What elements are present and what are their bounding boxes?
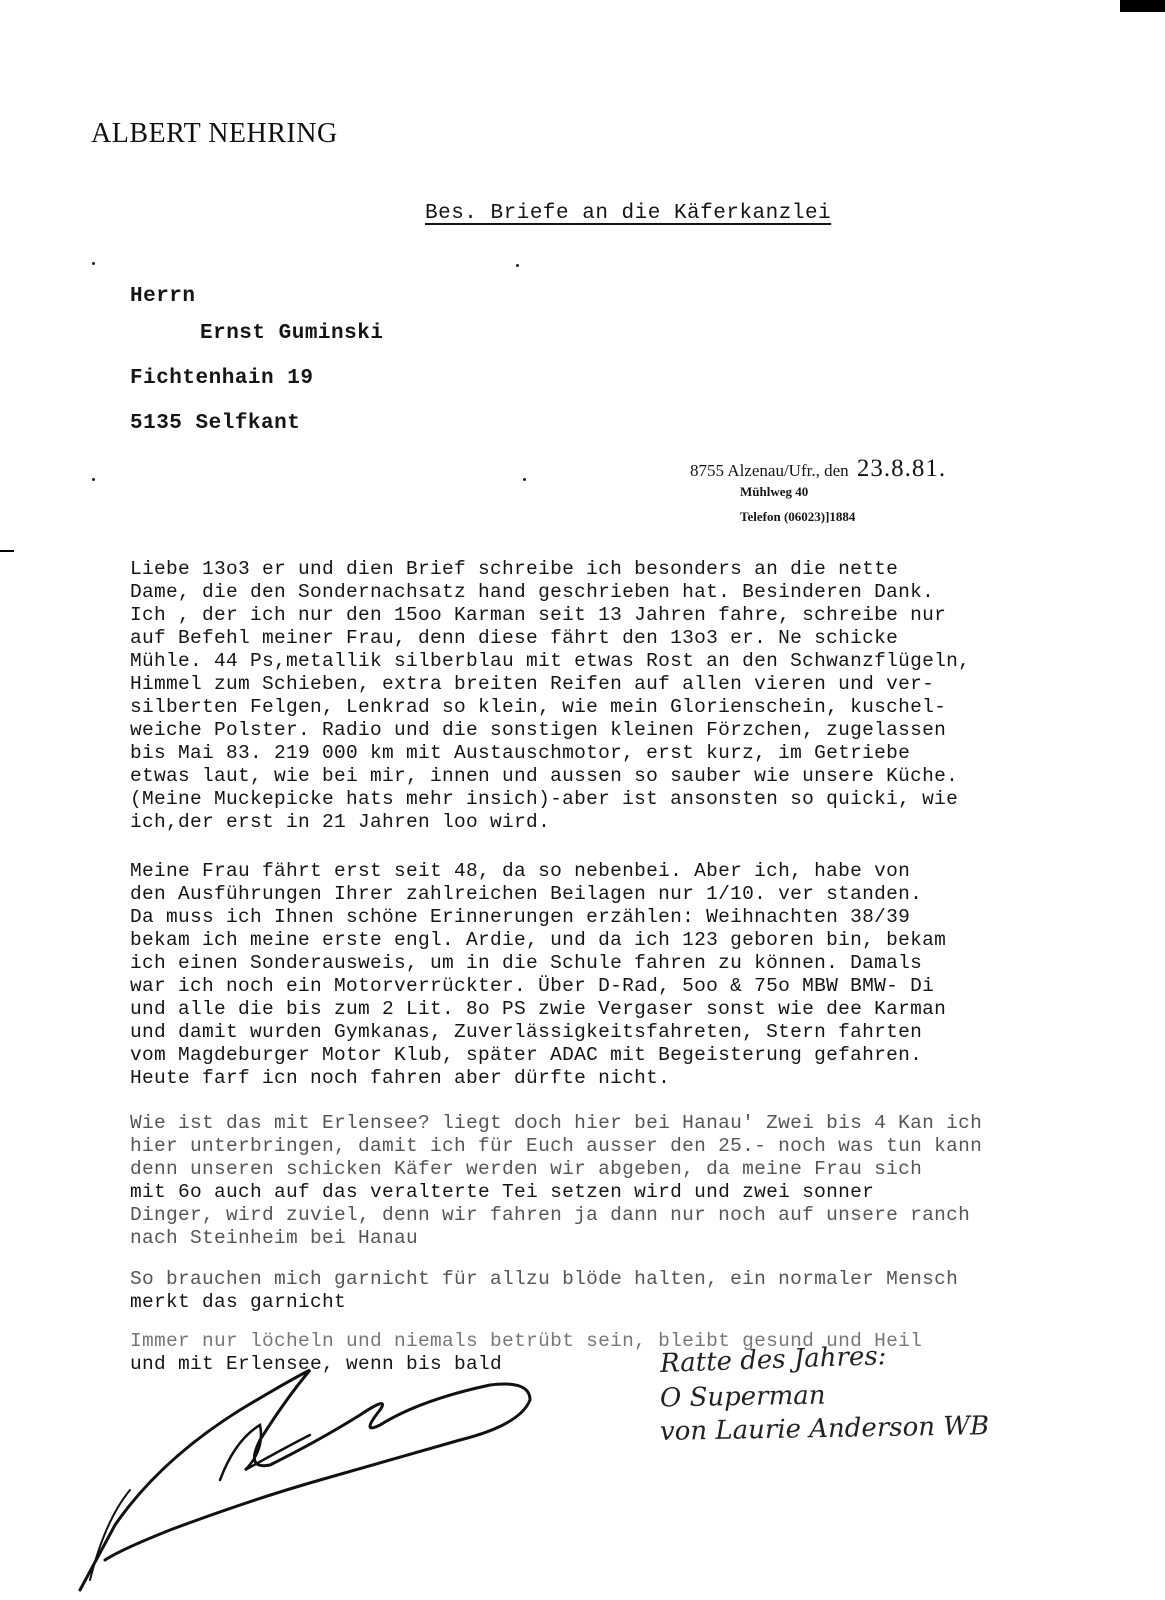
recipient-street: Fichtenhain 19 bbox=[130, 367, 314, 390]
body-line: nach Steinheim bei Hanau bbox=[130, 1227, 419, 1249]
body-line: ich einen Sonderausweis, um in die Schule fahren zu können. Damals bbox=[130, 952, 923, 974]
body-line: Dinger, wird zuviel, denn wir fahren ja dann nur noch auf unsere ranch bbox=[130, 1204, 971, 1226]
body-line: bekam ich meine erste engl. Ardie, und da ich 123 geboren bin, bekam bbox=[130, 929, 947, 951]
body-line: und mit Erlensee, wenn bis bald bbox=[130, 1353, 503, 1375]
handwritten-note-line: von Laurie Anderson WB bbox=[659, 1411, 990, 1447]
body-line: war ich noch ein Motorverrückter. Über D-Rad, 5oo & 75o MBW BMW- Di bbox=[130, 975, 935, 997]
letterhead-name: ALBERT NEHRING bbox=[91, 118, 338, 149]
body-line: auf Befehl meiner Frau, denn diese fährt den 13o3 er. Ne schicke bbox=[130, 627, 899, 649]
body-line: mit 6o auch auf das veralterte Tei setzen wird und zwei sonner bbox=[130, 1181, 875, 1203]
body-line: So brauchen mich garnicht für allzu blöde halten, ein normaler Mensch bbox=[130, 1268, 959, 1290]
body-line: Dame, die den Sondernachsatz hand geschrieben hat. Besinderen Dank. bbox=[130, 581, 935, 603]
sender-place: 8755 Alzenau/Ufr., den bbox=[690, 461, 849, 480]
body-line: etwas laut, wie bei mir, innen und aussen so sauber wie unsere Küche. bbox=[130, 765, 959, 787]
scan-speck bbox=[523, 478, 526, 481]
body-line: Meine Frau fährt erst seit 48, da so nebenbei. Aber ich, habe von bbox=[130, 860, 911, 882]
sender-street: Mühlweg 40 bbox=[740, 484, 809, 499]
punch-mark bbox=[0, 550, 14, 552]
scan-speck bbox=[92, 262, 95, 265]
body-line: Da muss ich Ihnen schöne Erinnerungen erzählen: Weihnachten 38/39 bbox=[130, 906, 911, 928]
body-line: und damit wurden Gymkanas, Zuverlässigkeitsfahreten, Stern fahrten bbox=[130, 1021, 923, 1043]
sender-place-date bbox=[690, 455, 946, 483]
scan-speck bbox=[92, 478, 95, 481]
body-line: Ich , der ich nur den 15oo Karman seit 13 Jahren fahre, schreibe nur bbox=[130, 604, 947, 626]
body-line: Liebe 13o3 er und dien Brief schreibe ich besonders an die nette bbox=[130, 558, 899, 580]
body-line: Heute farf icn noch fahren aber dürfte nicht. bbox=[130, 1067, 671, 1089]
recipient-salutation: Herrn bbox=[130, 285, 196, 308]
signature bbox=[60, 1340, 660, 1600]
body-line: Immer nur löcheln und niemals betrübt sein, bleibt gesund und Heil bbox=[130, 1330, 923, 1352]
body-line: Wie ist das mit Erlensee? liegt doch hier bei Hanau' Zwei bis 4 Kan ich bbox=[130, 1112, 983, 1134]
body-line: hier unterbringen, damit ich für Euch ausser den 25.- noch was tun kann bbox=[130, 1135, 983, 1157]
body-line: weiche Polster. Radio und die sonstigen kleinen Förzchen, zugelassen bbox=[130, 719, 947, 741]
body-line: bis Mai 83. 219 000 km mit Austauschmotor, erst kurz, im Getriebe bbox=[130, 742, 911, 764]
scan-edge-mark bbox=[1120, 0, 1165, 12]
handwritten-note-line: O Superman bbox=[659, 1380, 826, 1414]
handwritten-note-line: Ratte des Jahres: bbox=[659, 1341, 887, 1379]
recipient-city: 5135 Selfkant bbox=[130, 412, 301, 435]
body-line: ich,der erst in 21 Jahren loo wird. bbox=[130, 811, 551, 833]
body-line: silberten Felgen, Lenkrad so klein, wie mein Glorienschein, kuschel- bbox=[130, 696, 947, 718]
letter-date: 23.8.81. bbox=[856, 455, 947, 482]
recipient-name: Ernst Guminski bbox=[200, 322, 384, 345]
body-line: den Ausführungen Ihrer zahlreichen Beilagen nur 1/10. ver standen. bbox=[130, 883, 923, 905]
subject-line: Bes. Briefe an die Käferkanzlei bbox=[425, 202, 832, 225]
sender-phone: Telefon (06023)]1884 bbox=[740, 509, 856, 524]
body-line: denn unseren schicken Käfer werden wir abgeben, da meine Frau sich bbox=[130, 1158, 923, 1180]
body-line: merkt das garnicht bbox=[130, 1291, 347, 1313]
body-line: Mühle. 44 Ps,metallik silberblau mit etwas Rost an den Schwanzflügeln, bbox=[130, 650, 971, 672]
body-line: (Meine Muckepicke hats mehr insich)-aber ist ansonsten so quicki, wie bbox=[130, 788, 959, 810]
body-line: und alle die bis zum 2 Lit. 8o PS zwie Vergaser sonst wie dee Karman bbox=[130, 998, 947, 1020]
scan-speck bbox=[516, 264, 519, 267]
body-line: vom Magdeburger Motor Klub, später ADAC mit Begeisterung gefahren. bbox=[130, 1044, 923, 1066]
body-line: Himmel zum Schieben, extra breiten Reifen auf allen vieren und ver- bbox=[130, 673, 935, 695]
